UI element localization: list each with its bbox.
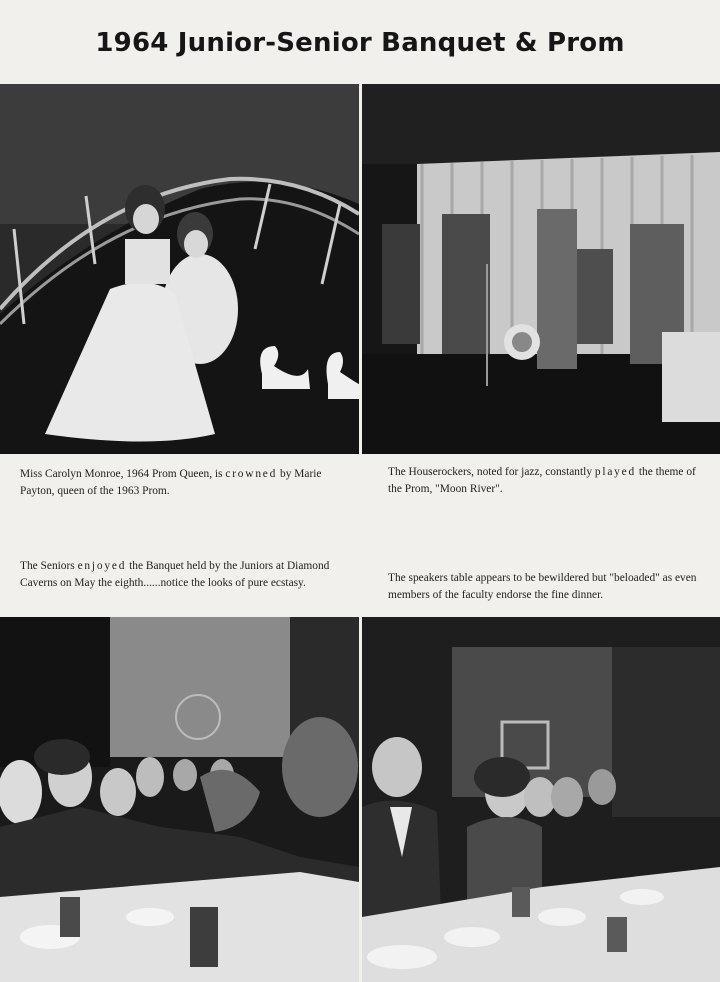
speakers-table-photo (362, 617, 720, 982)
seniors-banquet-photo (0, 617, 359, 982)
queen-caption-part2: by Marie Payton, queen of the 1963 Prom. (20, 468, 322, 497)
speakers-caption (388, 570, 706, 604)
seniors-caption (20, 558, 338, 592)
houserockers-band-photo (362, 84, 720, 454)
seniors-caption-part1: The Seniors (20, 560, 78, 572)
seniors-caption-spaced: enjoyed (77, 560, 127, 572)
queen-caption-part1: Miss Carolyn Monroe, 1964 Prom Queen, is (20, 468, 226, 480)
band-caption (388, 464, 700, 498)
band-caption-part2: the theme of the Prom, "Moon River". (388, 466, 696, 495)
speakers-caption-text: The speakers table appears to be bewildered but "beloaded" as even members of the faculty endorse the fine dinner. (388, 572, 697, 601)
page-title: 1964 Junior-Senior Banquet & Prom (95, 28, 625, 58)
band-caption-spaced: played (594, 466, 637, 478)
seniors-caption-part2: the Banquet held by the Juniors at Diamond Caverns on May the eighth......notice the looks of pure ecstasy. (20, 560, 330, 589)
queen-caption-spaced: crowned (225, 468, 278, 480)
prom-queen-photo (0, 84, 359, 454)
queen-caption (20, 466, 340, 500)
band-caption-part1: The Houserockers, noted for jazz, constantly (388, 466, 595, 478)
